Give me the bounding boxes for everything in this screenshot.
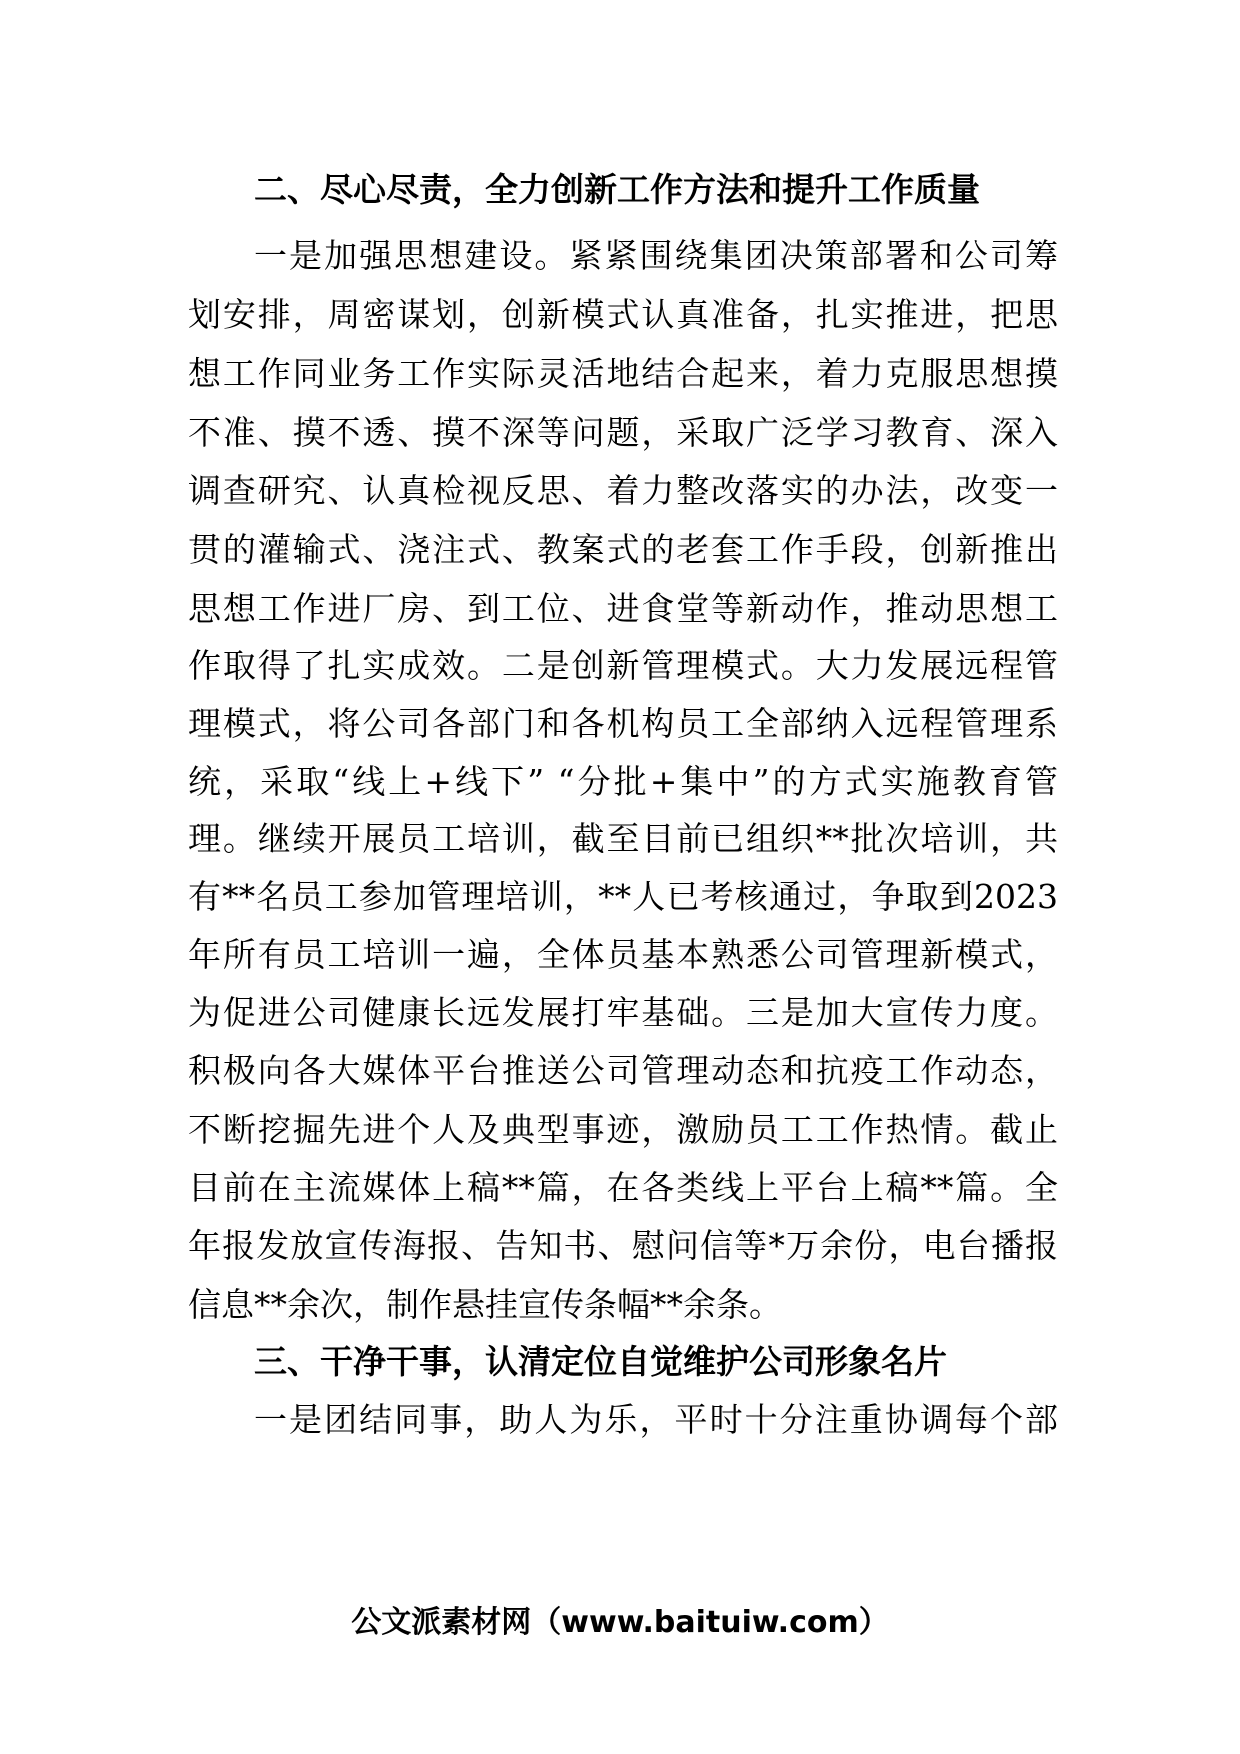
paragraph-line: 信息**余次，制作悬挂宣传条幅**余条。 [188, 1285, 782, 1324]
paragraph-line: 一是团结同事，助人为乐，平时十分注重协调每个部 [254, 1400, 1058, 1439]
paragraph-line: 统，采取“线上+线下” “分批+集中”的方式实施教育管 [188, 762, 1058, 801]
paragraph-line: 贯的灌输式、浇注式、教案式的老套工作手段，创新推出 [188, 530, 1058, 569]
paragraph-line: 目前在主流媒体上稿**篇，在各类线上平台上稿**篇。全 [188, 1168, 1058, 1207]
footer-watermark: 公文派素材网（www.baituiw.com） [351, 1605, 889, 1640]
paragraph-line: 理。继续开展员工培训，截至目前已组织**批次培训，共 [188, 819, 1058, 858]
paragraph-line: 不准、摸不透、摸不深等问题，采取广泛学习教育、深入 [188, 413, 1058, 452]
paragraph-line: 划安排，周密谋划，创新模式认真准备，扎实推进，把思 [188, 295, 1058, 334]
section-heading-two: 二、尽心尽责，全力创新工作方法和提升工作质量 [254, 170, 980, 209]
paragraph-line: 年所有员工培训一遍，全体员基本熟悉公司管理新模式， [188, 935, 1058, 974]
paragraph-line: 理模式，将公司各部门和各机构员工全部纳入远程管理系 [188, 704, 1058, 743]
paragraph-line: 一是加强思想建设。紧紧围绕集团决策部署和公司筹 [254, 236, 1058, 275]
paragraph-line: 想工作同业务工作实际灵活地结合起来，着力克服思想摸 [188, 354, 1058, 393]
paragraph-line: 为促进公司健康长远发展打牢基础。三是加大宣传力度。 [188, 993, 1058, 1032]
paragraph-line: 有**名员工参加管理培训，**人已考核通过，争取到2023 [188, 877, 1058, 916]
paragraph-line: 不断挖掘先进个人及典型事迹，激励员工工作热情。截止 [188, 1110, 1058, 1149]
paragraph-line: 年报发放宣传海报、告知书、慰问信等*万余份，电台播报 [188, 1226, 1058, 1265]
paragraph-line: 作取得了扎实成效。二是创新管理模式。大力发展远程管 [188, 646, 1058, 685]
paragraph-line: 思想工作进厂房、到工位、进食堂等新动作，推动思想工 [188, 589, 1058, 628]
paragraph-line: 积极向各大媒体平台推送公司管理动态和抗疫工作动态， [188, 1051, 1058, 1090]
section-heading-three: 三、干净干事，认清定位自觉维护公司形象名片 [254, 1342, 947, 1381]
paragraph-line: 调查研究、认真检视反思、着力整改落实的办法，改变一 [188, 471, 1058, 510]
